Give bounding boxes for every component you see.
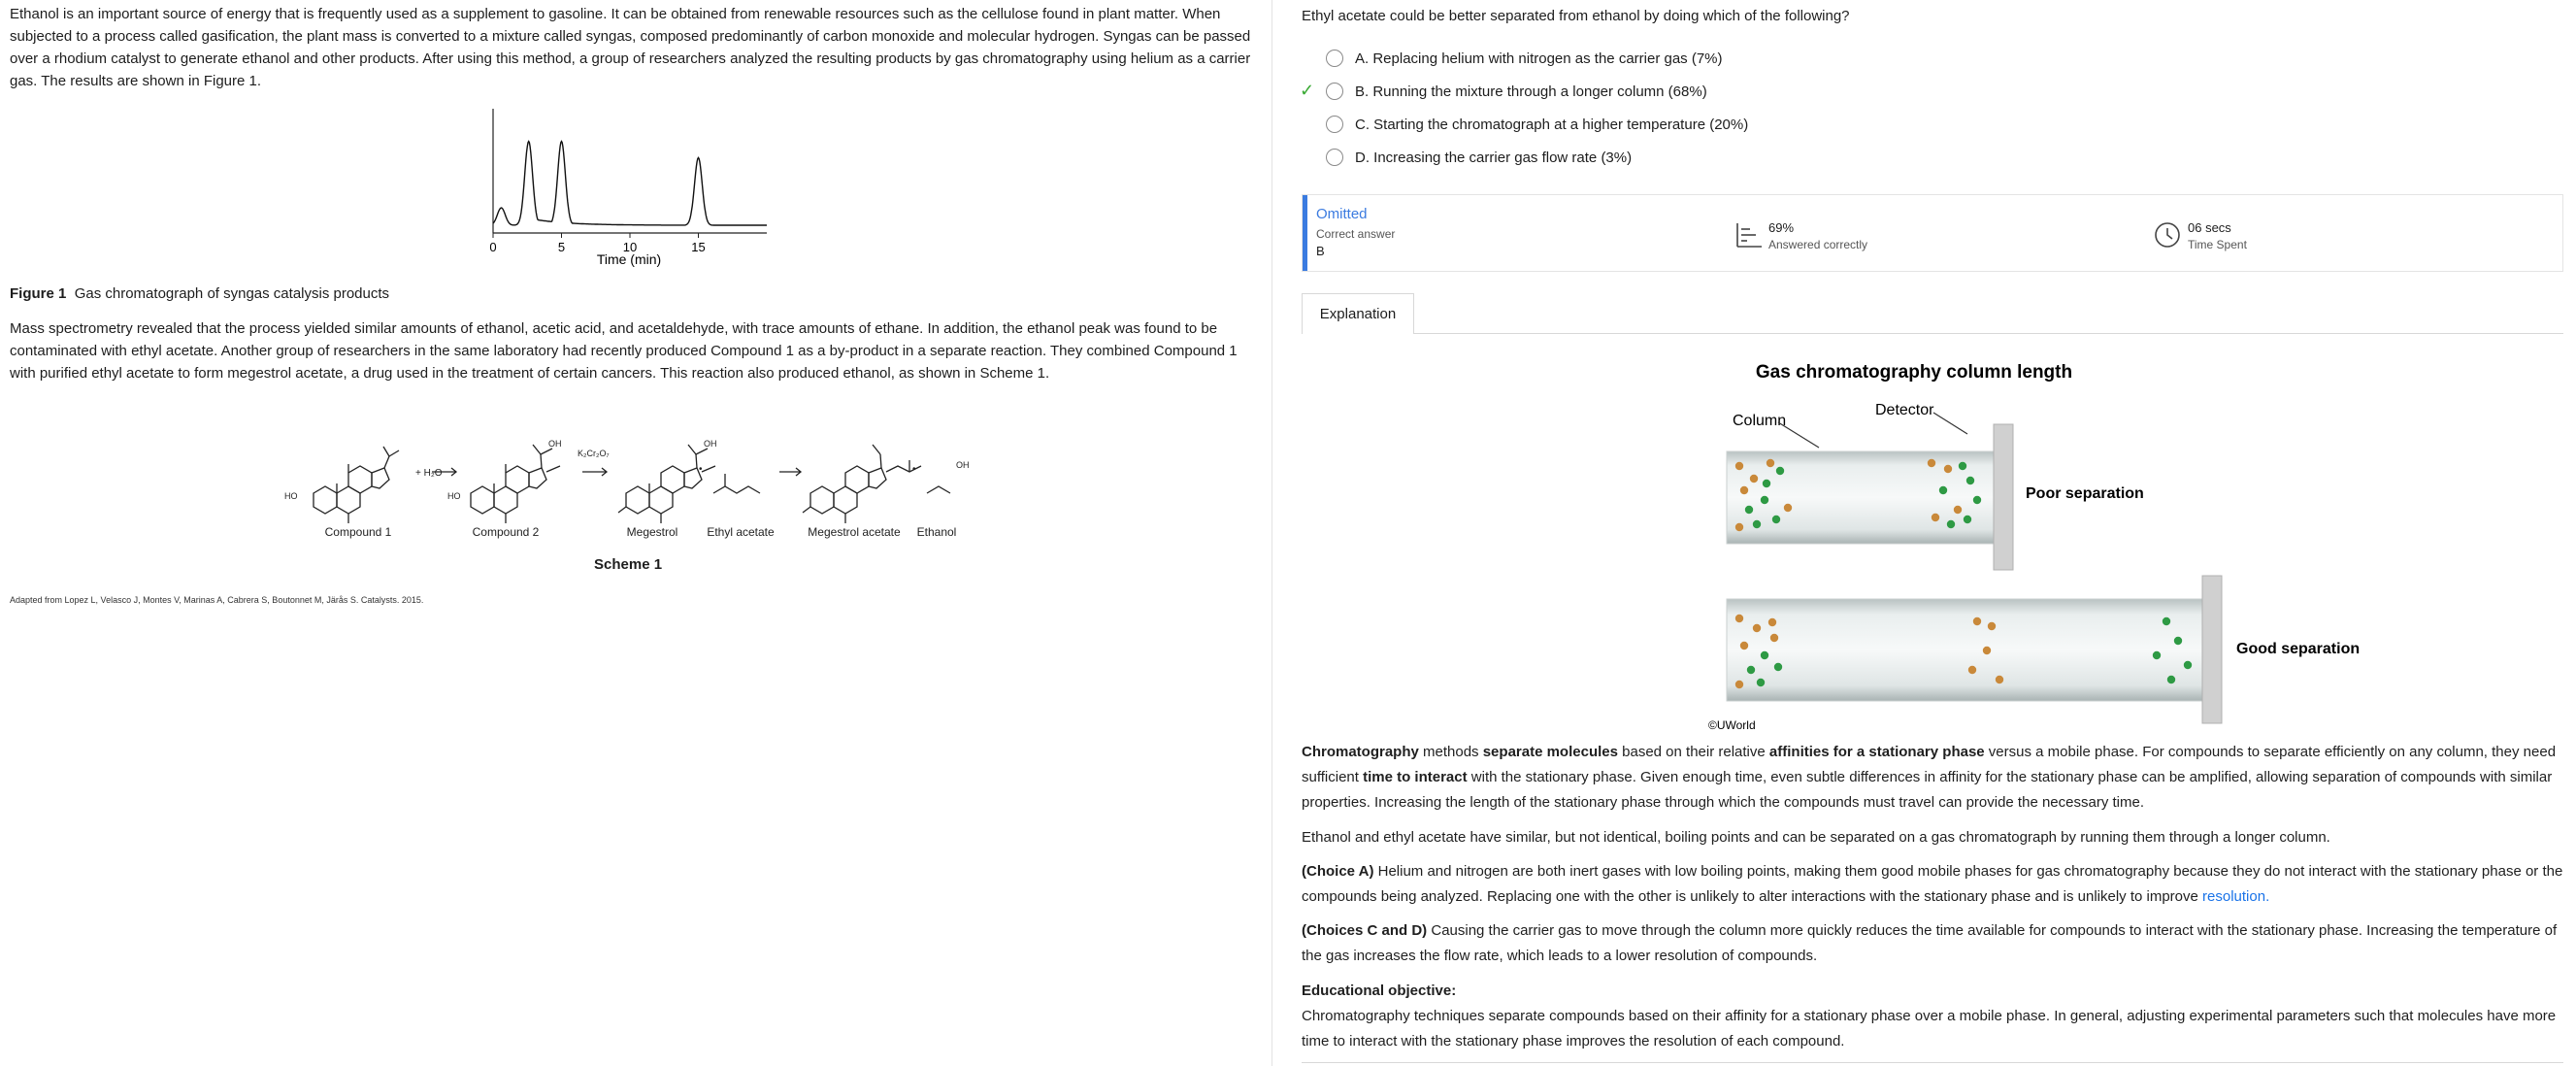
term-affinities: affinities for a stationary phase bbox=[1768, 744, 1985, 760]
molecule-dot bbox=[1767, 459, 1774, 467]
scheme-label-ethanol: Ethanol bbox=[916, 525, 957, 539]
exp-p1-text-1: methods bbox=[1418, 744, 1483, 760]
molecule-dot bbox=[1747, 666, 1755, 674]
copyright: ©UWorld bbox=[1708, 718, 1756, 732]
column-pointer-line bbox=[1778, 422, 1819, 448]
molecule-dot bbox=[1735, 615, 1743, 622]
chart-plot-area bbox=[489, 109, 767, 254]
chart-x-tick-label: 10 bbox=[622, 240, 638, 254]
chart-x-tick-label: 0 bbox=[489, 240, 497, 254]
chromatogram-chart bbox=[476, 107, 786, 272]
molecule-dot bbox=[1772, 516, 1780, 523]
citation: Adapted from Lopez L, Velasco J, Montes V, Marinas A, Cabrera S, Boutonnet M, Järås S. Catalysts. 2015. bbox=[10, 595, 424, 605]
stats-panel bbox=[1302, 194, 2563, 272]
long-column-detector bbox=[2202, 576, 2222, 723]
scheme-label-compound-2: Compound 2 bbox=[472, 525, 540, 539]
molecule-dot bbox=[1740, 642, 1748, 650]
chart-x-tick-label: 15 bbox=[691, 240, 706, 254]
time-spent-label: Time Spent bbox=[2188, 238, 2247, 251]
scheme-oh-label-2: OH bbox=[548, 439, 562, 449]
molecule-dot bbox=[1768, 618, 1776, 626]
molecule-dot bbox=[1996, 676, 2003, 683]
scheme-label-megestrol: Megestrol bbox=[626, 525, 678, 539]
molecule-dot bbox=[1968, 666, 1976, 674]
percent-correct: 69% bbox=[1768, 220, 1795, 235]
figure-label: Figure 1 bbox=[10, 285, 67, 302]
molecule-dot bbox=[1983, 647, 1991, 654]
time-spent: 06 secs bbox=[2188, 220, 2231, 235]
figure-caption bbox=[10, 285, 389, 302]
molecule-dot bbox=[1988, 622, 1996, 630]
explanation-paragraph-1 bbox=[1302, 740, 2563, 816]
radio-a[interactable] bbox=[1326, 50, 1343, 67]
pane-divider[interactable] bbox=[1271, 0, 1272, 1066]
choice-a-heading: (Choice A) bbox=[1302, 863, 1374, 880]
chart-x-tick-label: 5 bbox=[557, 240, 566, 254]
term-time-to-interact: time to interact bbox=[1363, 769, 1468, 785]
scheme-label-compound-1: Compound 1 bbox=[324, 525, 392, 539]
answer-choices bbox=[1273, 45, 2050, 181]
molecule-dot bbox=[1750, 475, 1758, 483]
question-pane bbox=[1273, 0, 2576, 1066]
scheme-oh-label-3: OH bbox=[704, 439, 717, 449]
resolution-link[interactable]: resolution. bbox=[2202, 888, 2270, 905]
clock-icon bbox=[2153, 220, 2182, 250]
scheme-reagent-water: + H₂O bbox=[415, 468, 443, 479]
detector-pointer-line bbox=[1933, 413, 1967, 434]
scheme-title: Scheme 1 bbox=[594, 556, 663, 573]
good-separation-label: Good separation bbox=[2236, 641, 2361, 657]
molecule-dot bbox=[1947, 520, 1955, 528]
choices-c-d-text: Causing the carrier gas to move through the column more quickly reduces the time available for compounds to interact with the stationary phase. Increasing the temperature of the gas increases the flow rate, which leads to a lower resolution of compounds. bbox=[1302, 922, 2558, 964]
scheme-reagent-dichromate: K₂Cr₂O₇ bbox=[578, 449, 610, 458]
radio-b[interactable] bbox=[1326, 83, 1343, 100]
molecule-dot bbox=[1964, 516, 1971, 523]
chromatogram-trace bbox=[493, 142, 767, 225]
molecule-dot bbox=[1959, 462, 1966, 470]
molecule-dot bbox=[1740, 486, 1748, 494]
compound-1-structure bbox=[314, 447, 399, 523]
reaction-scheme bbox=[286, 416, 985, 551]
molecule-dot bbox=[1770, 634, 1778, 642]
status-omitted: Omitted bbox=[1316, 206, 1368, 222]
molecule-dot bbox=[1973, 617, 1981, 625]
scheme-label-megestrol-acetate: Megestrol acetate bbox=[808, 525, 901, 539]
term-chromatography: Chromatography bbox=[1302, 744, 1419, 760]
passage-pane bbox=[0, 0, 1271, 1066]
molecule-dot bbox=[1928, 459, 1935, 467]
percent-correct-label: Answered correctly bbox=[1768, 238, 1868, 251]
molecule-dot bbox=[2184, 661, 2192, 669]
figure-caption-text: Gas chromatograph of syngas catalysis products bbox=[74, 285, 390, 302]
molecule-dot bbox=[1761, 651, 1768, 659]
exp-p1-text-2: based on their relative bbox=[1617, 744, 1769, 760]
molecule-dot bbox=[1735, 681, 1743, 688]
molecule-dot bbox=[1776, 467, 1784, 475]
ethanol-structure bbox=[927, 486, 950, 493]
status-accent-bar bbox=[1303, 195, 1307, 271]
column-label: Column bbox=[1733, 413, 1787, 429]
question-stem: Ethyl acetate could be better separated from ethanol by doing which of the following? bbox=[1302, 8, 1850, 24]
diagram-title: Gas chromatography column length bbox=[1755, 362, 2073, 383]
scheme-plus-1: • bbox=[699, 464, 703, 475]
molecule-dot bbox=[1735, 523, 1743, 531]
molecule-dot bbox=[1735, 462, 1743, 470]
choice-b-label: B. Running the mixture through a longer column (68%) bbox=[1355, 83, 1707, 100]
choice-a[interactable] bbox=[1326, 45, 1723, 72]
choice-d-label: D. Increasing the carrier gas flow rate (3%) bbox=[1355, 149, 1633, 166]
scheme-label-ethyl-acetate: Ethyl acetate bbox=[707, 525, 775, 539]
choice-a-text: Helium and nitrogen are both inert gases with low boiling points, making them good mobile phases for gas chromatography because they do not interact with the stationary phase or the compounds being analyzed. Replacing one with the other is unlikely to alter interactions with the stationary phase and is unlikely to improve bbox=[1302, 863, 2563, 905]
megestrol-structure bbox=[618, 445, 715, 523]
molecule-dot bbox=[2153, 651, 2161, 659]
compound-2-structure bbox=[471, 445, 560, 523]
passage-intro: Ethanol is an important source of energy that is frequently used as a supplement to gasoline. It can be obtained from renewable resources such as the cellulose found in plant matter. When subjected to a process called gasification, the plant mass is converted to a mixture called syngas, composed predominantly of carbon monoxide and molecular hydrogen. Syngas can be passed over a rhodium catalyst to generate ethanol and other products. After using this method, a group of researchers analyzed the resulting products by gas chromatography using helium as a carrier gas. The results are shown in Figure 1. bbox=[10, 6, 1251, 89]
exp-p1-text-3: versus a mobile phase. For compounds to separate efficiently on any column, they need sufficient bbox=[1302, 744, 2557, 785]
passage-paragraph-2: Mass spectrometry revealed that the process yielded similar amounts of ethanol, acetic acid, and acetaldehyde, with trace amounts of ethane. In addition, the ethanol peak was found to be contaminated with ethyl acetate. Another group of researchers in the same laboratory had recently produced Compound 1 as a by-product in a separate reaction. They combined Compound 1 with purified ethyl acetate to form megestrol acetate, a drug used in the treatment of certain cancers. This reaction also produced ethanol, as shown in Scheme 1. bbox=[10, 320, 1238, 382]
choice-b[interactable] bbox=[1326, 78, 1707, 105]
molecule-dot bbox=[1939, 486, 1947, 494]
molecule-dot bbox=[2174, 637, 2182, 645]
long-column bbox=[1727, 599, 2202, 701]
molecule-dot bbox=[1753, 624, 1761, 632]
bottom-divider bbox=[1302, 1062, 2563, 1063]
detector-label: Detector bbox=[1875, 402, 1934, 418]
molecule-dot bbox=[1944, 465, 1952, 473]
scheme-ho-label-2: HO bbox=[447, 491, 461, 501]
term-separate-molecules: separate molecules bbox=[1482, 744, 1618, 760]
radio-c[interactable] bbox=[1326, 116, 1343, 133]
choice-a-label: A. Replacing helium with nitrogen as the carrier gas (7%) bbox=[1355, 50, 1723, 67]
chart-x-label: Time (min) bbox=[596, 251, 662, 267]
scheme-ho-label-1: HO bbox=[284, 491, 298, 501]
choice-d[interactable] bbox=[1326, 144, 1632, 171]
molecule-dot bbox=[1774, 663, 1782, 671]
bar-chart-icon bbox=[1734, 220, 1764, 250]
molecule-dot bbox=[1753, 520, 1761, 528]
molecule-dot bbox=[1757, 679, 1765, 686]
poor-separation-label: Poor separation bbox=[2026, 485, 2144, 502]
correct-check-icon: ✓ bbox=[1300, 81, 1315, 100]
correct-answer-label: Correct answer bbox=[1316, 227, 1396, 241]
megestrol-acetate-structure bbox=[803, 445, 921, 523]
explanation-paragraph-2: Ethanol and ethyl acetate have similar, but not identical, boiling points and can be separated on a gas chromatograph by running them through a longer column. bbox=[1302, 829, 2330, 846]
choices-c-d-heading: (Choices C and D) bbox=[1302, 922, 1428, 939]
column-length-diagram bbox=[1536, 354, 2361, 743]
molecule-dot bbox=[1784, 504, 1792, 512]
ethyl-acetate-structure bbox=[713, 474, 760, 493]
explanation-choices-c-d bbox=[1302, 918, 2563, 969]
molecule-dot bbox=[1932, 514, 1939, 521]
molecule-dot bbox=[1761, 496, 1768, 504]
correct-answer-value: B bbox=[1316, 244, 1325, 258]
molecule-dot bbox=[1763, 480, 1770, 487]
educational-objective-title: Educational objective: bbox=[1302, 983, 1457, 999]
educational-objective-text: Chromatography techniques separate compounds based on their affinity for a stationary phase over a mobile phase. In general, adjusting experimental parameters such that molecules have more time to interact with the stationary phase improves the resolution of each compound. bbox=[1302, 1008, 2557, 1049]
scheme-oh-label-ethanol: OH bbox=[956, 460, 970, 470]
choice-c-label: C. Starting the chromatograph at a higher temperature (20%) bbox=[1355, 116, 1749, 133]
radio-d[interactable] bbox=[1326, 149, 1343, 166]
molecule-dot bbox=[2167, 676, 2175, 683]
choice-c[interactable] bbox=[1326, 111, 1748, 138]
molecule-dot bbox=[1973, 496, 1981, 504]
scheme-plus-2: • bbox=[912, 464, 916, 475]
molecule-dot bbox=[2163, 617, 2170, 625]
short-column-detector bbox=[1994, 424, 2013, 570]
molecule-dot bbox=[1966, 477, 1974, 484]
scheme-structures bbox=[314, 445, 950, 523]
tab-explanation[interactable]: Explanation bbox=[1302, 293, 1414, 334]
tab-divider bbox=[1302, 333, 2563, 334]
explanation-choice-a bbox=[1302, 859, 2563, 910]
molecule-dot bbox=[1954, 506, 1962, 514]
molecule-dot bbox=[1745, 506, 1753, 514]
exp-p1-text-4: with the stationary phase. Given enough time, even subtle differences in affinity for the stationary phase can be amplified, allowing separation of compounds with similar properties. Increasing the length of the stationary phase through which the compounds must travel can provide the necessary time. bbox=[1302, 769, 2553, 811]
